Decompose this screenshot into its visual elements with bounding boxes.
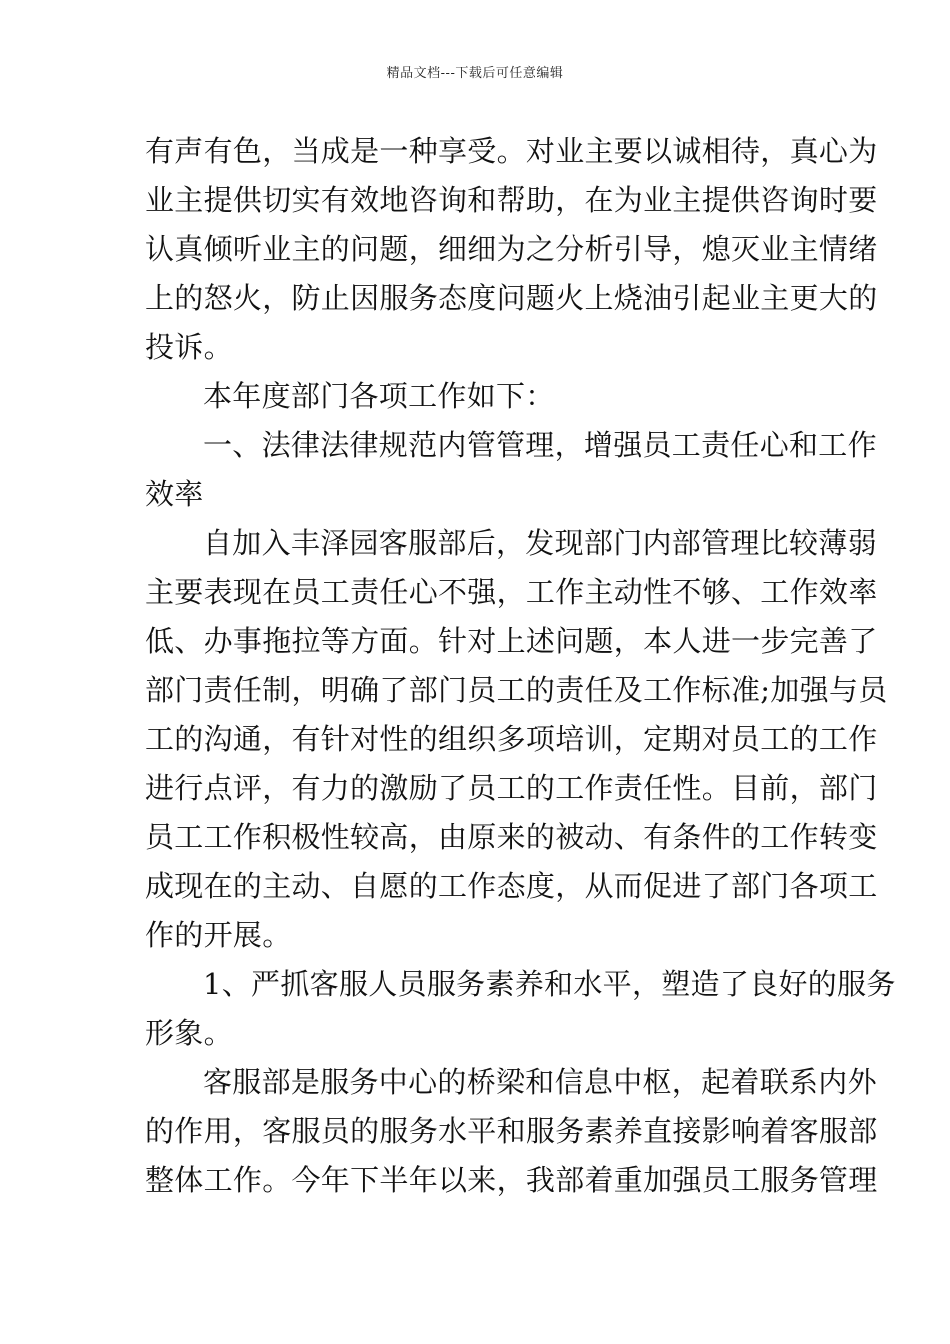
body-line: 主要表现在员工责任心不强，工作主动性不够、工作效率 (145, 575, 878, 609)
body-line: 成现在的主动、自愿的工作态度，从而促进了部门各项工 (145, 869, 878, 903)
body-line: 业主提供切实有效地咨询和帮助，在为业主提供咨询时要 (145, 183, 878, 217)
body-line: 有声有色，当成是一种享受。对业主要以诚相待，真心为 (145, 134, 878, 168)
section-heading-line: 效率 (145, 477, 204, 511)
body-line: 本年度部门各项工作如下： (203, 379, 555, 413)
subsection-heading-line: 1、严抓客服人员服务素养和水平，塑造了良好的服务 (203, 967, 896, 1001)
body-line: 部门责任制，明确了部门员工的责任及工作标准;加强与员 (145, 673, 888, 707)
body-line: 作的开展。 (145, 918, 292, 952)
body-line: 整体工作。今年下半年以来，我部着重加强员工服务管理 (145, 1163, 878, 1197)
body-line: 员工工作积极性较高，由原来的被动、有条件的工作转变 (145, 820, 878, 854)
body-line: 低、办事拖拉等方面。针对上述问题，本人进一步完善了 (145, 624, 878, 658)
body-line: 投诉。 (145, 330, 233, 364)
subsection-heading-line: 形象。 (145, 1016, 233, 1050)
body-line: 上的怒火，防止因服务态度问题火上烧油引起业主更大的 (145, 281, 878, 315)
body-line: 进行点评，有力的激励了员工的工作责任性。目前，部门 (145, 771, 878, 805)
page-header: 精品文档---下载后可任意编辑 (386, 66, 564, 81)
body-line: 认真倾听业主的问题，细细为之分析引导，熄灭业主情绪 (145, 232, 878, 266)
section-heading-line: 一、法律法律规范内管管理，增强员工责任心和工作 (203, 428, 877, 462)
body-line: 自加入丰泽园客服部后，发现部门内部管理比较薄弱 (203, 526, 877, 560)
document-body (145, 127, 896, 1205)
body-line: 工的沟通，有针对性的组织多项培训，定期对员工的工作 (145, 722, 878, 756)
body-line: 的作用，客服员的服务水平和服务素养直接影响着客服部 (145, 1114, 878, 1148)
body-line: 客服部是服务中心的桥梁和信息中枢，起着联系内外 (203, 1065, 877, 1099)
